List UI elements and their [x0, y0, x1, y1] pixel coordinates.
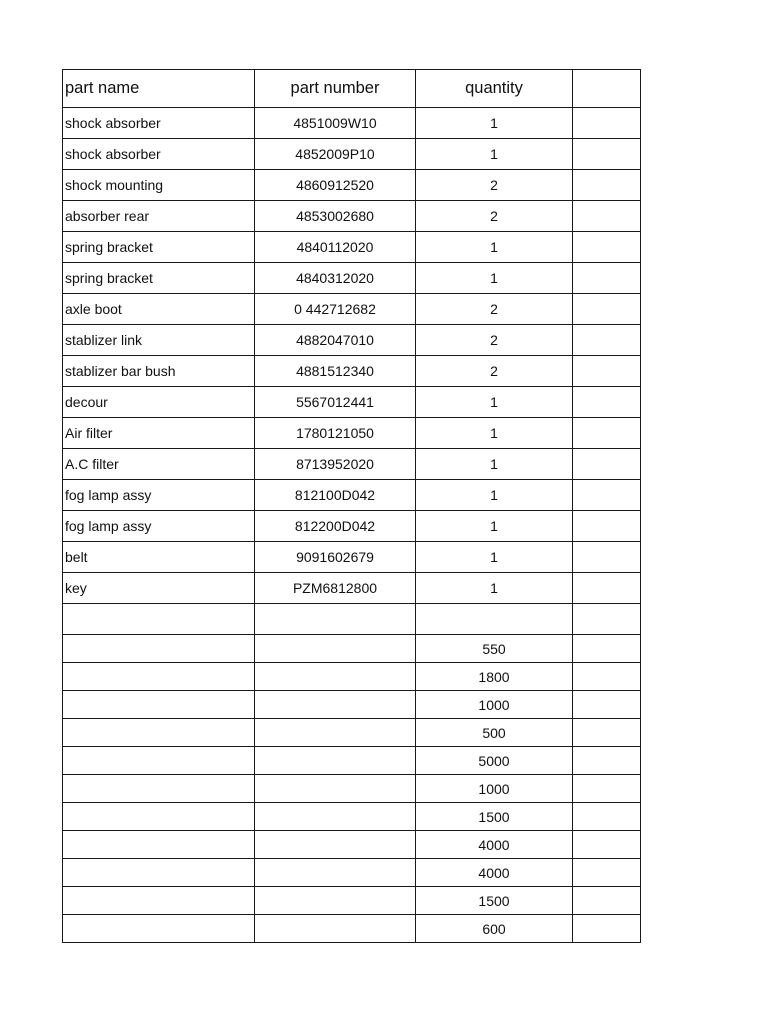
amount-cell: 1800 — [416, 663, 573, 691]
empty-cell — [63, 604, 255, 635]
part-name-cell: shock absorber — [63, 139, 255, 170]
empty-cell — [255, 775, 416, 803]
extra-cell — [573, 294, 641, 325]
quantity-cell: 2 — [416, 170, 573, 201]
extra-cell — [573, 418, 641, 449]
amount-row — [63, 719, 641, 747]
empty-cell — [63, 719, 255, 747]
empty-cell — [573, 803, 641, 831]
amount-cell: 1500 — [416, 887, 573, 915]
extra-cell — [573, 108, 641, 139]
part-number-cell: 4860912520 — [255, 170, 416, 201]
extra-cell — [573, 573, 641, 604]
amount-row — [63, 803, 641, 831]
table-row — [63, 480, 641, 511]
table-body — [63, 108, 641, 943]
quantity-cell: 1 — [416, 573, 573, 604]
empty-cell — [573, 635, 641, 663]
extra-cell — [573, 480, 641, 511]
empty-cell — [573, 775, 641, 803]
empty-cell — [255, 663, 416, 691]
empty-cell — [573, 859, 641, 887]
part-number-cell: PZM6812800 — [255, 573, 416, 604]
part-name-cell: belt — [63, 542, 255, 573]
part-number-cell: 4881512340 — [255, 356, 416, 387]
table-row — [63, 263, 641, 294]
quantity-cell: 2 — [416, 356, 573, 387]
table-row — [63, 170, 641, 201]
quantity-cell: 1 — [416, 232, 573, 263]
table-row — [63, 387, 641, 418]
table-row — [63, 542, 641, 573]
empty-cell — [63, 635, 255, 663]
extra-cell — [573, 201, 641, 232]
empty-cell — [255, 747, 416, 775]
empty-cell — [255, 691, 416, 719]
empty-cell — [573, 915, 641, 943]
amount-row — [63, 775, 641, 803]
empty-cell — [63, 775, 255, 803]
amount-row — [63, 747, 641, 775]
part-name-cell: shock absorber — [63, 108, 255, 139]
header-part-name: part name — [63, 70, 255, 108]
empty-cell — [573, 747, 641, 775]
amount-cell: 5000 — [416, 747, 573, 775]
empty-cell — [573, 663, 641, 691]
quantity-cell: 1 — [416, 511, 573, 542]
empty-cell — [573, 887, 641, 915]
amount-row — [63, 859, 641, 887]
empty-cell — [573, 691, 641, 719]
empty-cell — [255, 915, 416, 943]
blank-row — [63, 604, 641, 635]
part-name-cell: shock mounting — [63, 170, 255, 201]
table-row — [63, 356, 641, 387]
amount-cell: 4000 — [416, 831, 573, 859]
empty-cell — [573, 719, 641, 747]
part-name-cell: fog lamp assy — [63, 480, 255, 511]
parts-table — [62, 69, 641, 943]
part-name-cell: absorber rear — [63, 201, 255, 232]
extra-cell — [573, 542, 641, 573]
header-quantity: quantity — [416, 70, 573, 108]
table-row — [63, 418, 641, 449]
amount-row — [63, 663, 641, 691]
extra-cell — [573, 139, 641, 170]
part-name-cell: stablizer bar bush — [63, 356, 255, 387]
empty-cell — [255, 803, 416, 831]
part-number-cell: 812200D042 — [255, 511, 416, 542]
empty-cell — [63, 747, 255, 775]
part-number-cell: 4851009W10 — [255, 108, 416, 139]
table-row — [63, 108, 641, 139]
extra-cell — [573, 387, 641, 418]
quantity-cell: 1 — [416, 418, 573, 449]
extra-cell — [573, 325, 641, 356]
amount-cell: 1000 — [416, 775, 573, 803]
table-row — [63, 325, 641, 356]
extra-cell — [573, 511, 641, 542]
empty-cell — [255, 635, 416, 663]
table-row — [63, 511, 641, 542]
part-name-cell: spring bracket — [63, 263, 255, 294]
amount-cell: 1000 — [416, 691, 573, 719]
empty-cell — [573, 831, 641, 859]
empty-cell — [63, 887, 255, 915]
amount-cell: 600 — [416, 915, 573, 943]
part-number-cell: 4853002680 — [255, 201, 416, 232]
empty-cell — [255, 887, 416, 915]
quantity-cell: 2 — [416, 325, 573, 356]
empty-cell — [63, 663, 255, 691]
empty-cell — [63, 831, 255, 859]
part-name-cell: A.C filter — [63, 449, 255, 480]
part-name-cell: spring bracket — [63, 232, 255, 263]
amount-cell: 4000 — [416, 859, 573, 887]
table-row — [63, 294, 641, 325]
extra-cell — [573, 449, 641, 480]
part-name-cell: axle boot — [63, 294, 255, 325]
empty-cell — [416, 604, 573, 635]
table-row — [63, 449, 641, 480]
extra-cell — [573, 263, 641, 294]
part-name-cell: decour — [63, 387, 255, 418]
empty-cell — [255, 604, 416, 635]
extra-cell — [573, 170, 641, 201]
empty-cell — [63, 859, 255, 887]
amount-row — [63, 691, 641, 719]
part-number-cell: 4882047010 — [255, 325, 416, 356]
part-name-cell: Air filter — [63, 418, 255, 449]
empty-cell — [63, 915, 255, 943]
header-part-number: part number — [255, 70, 416, 108]
part-number-cell: 812100D042 — [255, 480, 416, 511]
table-row — [63, 573, 641, 604]
table-row — [63, 232, 641, 263]
part-number-cell: 9091602679 — [255, 542, 416, 573]
part-number-cell: 8713952020 — [255, 449, 416, 480]
table-row — [63, 201, 641, 232]
empty-cell — [255, 719, 416, 747]
quantity-cell: 1 — [416, 108, 573, 139]
amount-row — [63, 831, 641, 859]
amount-cell: 500 — [416, 719, 573, 747]
part-number-cell: 4840112020 — [255, 232, 416, 263]
header-extra — [573, 70, 641, 108]
amount-row — [63, 915, 641, 943]
empty-cell — [63, 691, 255, 719]
amount-cell: 1500 — [416, 803, 573, 831]
empty-cell — [573, 604, 641, 635]
quantity-cell: 1 — [416, 139, 573, 170]
quantity-cell: 2 — [416, 294, 573, 325]
quantity-cell: 1 — [416, 449, 573, 480]
header-row — [63, 70, 641, 108]
quantity-cell: 1 — [416, 542, 573, 573]
part-number-cell: 1780121050 — [255, 418, 416, 449]
part-name-cell: stablizer link — [63, 325, 255, 356]
part-name-cell: key — [63, 573, 255, 604]
empty-cell — [63, 803, 255, 831]
empty-cell — [255, 859, 416, 887]
quantity-cell: 1 — [416, 480, 573, 511]
quantity-cell: 1 — [416, 387, 573, 418]
quantity-cell: 2 — [416, 201, 573, 232]
part-name-cell: fog lamp assy — [63, 511, 255, 542]
extra-cell — [573, 356, 641, 387]
amount-cell: 550 — [416, 635, 573, 663]
part-number-cell: 4840312020 — [255, 263, 416, 294]
part-number-cell: 4852009P10 — [255, 139, 416, 170]
table-row — [63, 139, 641, 170]
part-number-cell: 5567012441 — [255, 387, 416, 418]
empty-cell — [255, 831, 416, 859]
amount-row — [63, 635, 641, 663]
quantity-cell: 1 — [416, 263, 573, 294]
part-number-cell: 0 442712682 — [255, 294, 416, 325]
extra-cell — [573, 232, 641, 263]
amount-row — [63, 887, 641, 915]
